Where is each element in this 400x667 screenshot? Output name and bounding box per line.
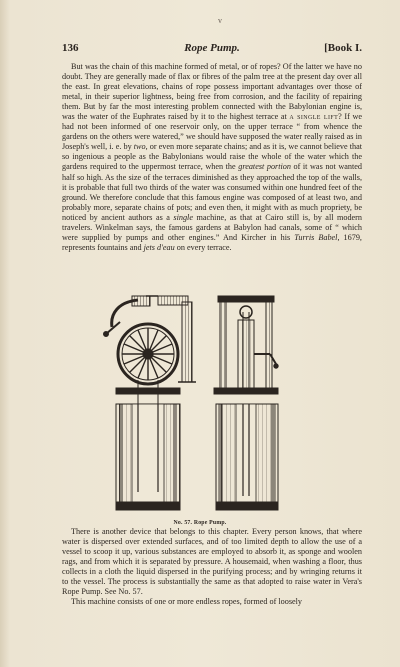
rope-pump-engraving (98, 292, 298, 522)
signature-mark: v (218, 16, 222, 25)
running-header (62, 42, 362, 56)
running-title: Rope Pump. (184, 42, 240, 54)
page-number: 136 (62, 42, 79, 54)
paragraph: There is another device that belongs to this chapter. Every person knows, that where water is dispersed over extended surfaces, and of too limited depth to allow the use of a vessel to scoop it up, various substances are employed to absorb it, as sponge and woolen rags, and from which it is separated by pressure. A housemaid, when washing a floor, thus collects in a cloth the liquid dispersed in the purifying process; and by wringing returns it to the vessel. The process is substantially the same as that adopted to raise water in Vera's Rope Pump. See No. 57. (62, 527, 362, 597)
body-text-top (62, 62, 362, 253)
wheel-pump-drawing (104, 296, 197, 510)
paragraph: This machine consists of one or more endless ropes, formed of loosely (71, 597, 303, 607)
body-text-bottom (62, 527, 362, 607)
rope-pump-illustration (98, 292, 298, 522)
figure-caption: No. 57. Rope Pump. (173, 520, 227, 526)
paragraph: But was the chain of this machine formed of metal, or of ropes? Of the latter we have no doubt. They are generally made of flax or fibres of the palm tree at the present day over all the east. In great elevations, chains of rope possess important advantages over those of metal, in their superior lightness, being free from corrosion, and the facility of repairing them. But by far the most interesting problem connected with the Babylonian engine is, was the water of the Euphrates raised by it to the highest terrace at a single lift? If we had not been informed of one reservoir only, on the upper terrace “ from whence the gardens on the others were watered,” we should have supposed the water really raised as in Joseph's well, i. e. by two, or even more separate chains; and as it is, we cannot believe that so ingenious a people as the Babylonians would raise the whole of the water which the gardens required to the uppermost terrace, when the greatest portion of it was not wanted half so high. As the size of the terraces diminished as they approached the top of the walls, it is probable that full two thirds of the water was consumed within one hundred feet of the ground. We therefore conclude that this famous engine was composed of at least two, and probably more, separate chains of pots; and even then, it might with as much propriety, be noticed by ancient authors as a single machine, as that at Cairo still is, by all modern travelers. Winkelman says, the famous gardens at Babylon had canals, some of “ which were supplied by pumps and other engines.” And Kircher in his Turris Babel, 1679, represents fountains and jets d'eau on every terrace. (62, 62, 362, 252)
frame-pump-drawing (214, 296, 278, 510)
book-label: [Book I. (324, 42, 362, 54)
